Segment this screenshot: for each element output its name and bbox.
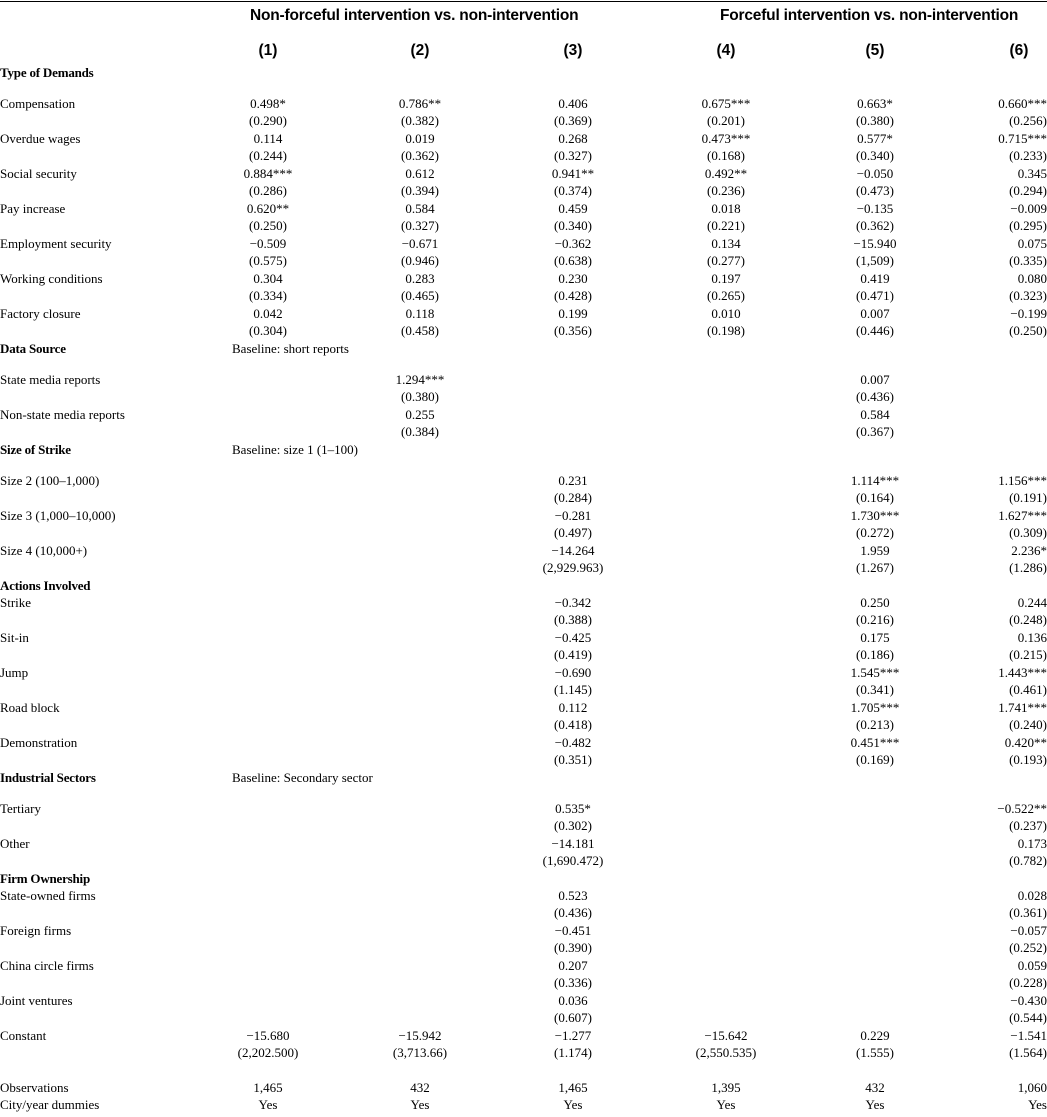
cell-col-2: −0.671 — [401, 236, 439, 251]
cell-col-2: (0.946) — [401, 253, 439, 268]
table-row — [0, 543, 1047, 559]
table-row — [0, 630, 1047, 646]
cell-col-5: 0.007 — [860, 372, 890, 387]
row-label: Jump — [0, 665, 29, 680]
cell-col-3: −0.451 — [554, 923, 592, 938]
row-label: Foreign firms — [0, 923, 72, 938]
cell-col-4: (0.198) — [707, 323, 745, 338]
standard-error-row — [0, 183, 1047, 199]
cell-col-6: (0.544) — [1009, 1010, 1047, 1025]
cell-col-6: 0.075 — [1017, 236, 1047, 251]
cell-col-2: (3,713.66) — [392, 1045, 448, 1060]
cell-col-4: (0.168) — [707, 148, 745, 163]
table-row — [0, 958, 1047, 974]
cell-col-6: (0.237) — [1009, 818, 1047, 833]
standard-error-row — [0, 818, 1047, 834]
cell-col-3: 0.523 — [558, 888, 588, 903]
cell-col-3: (0.340) — [554, 218, 592, 233]
cell-col-1: 0.042 — [253, 306, 283, 321]
cell-col-6: (0.252) — [1009, 940, 1047, 955]
cell-col-6: 0.420** — [1004, 735, 1047, 750]
cell-col-1: (0.334) — [249, 288, 287, 303]
standard-error-row — [0, 525, 1047, 541]
cell-col-3: (0.418) — [554, 717, 592, 732]
cell-col-2: 0.118 — [405, 306, 435, 321]
standard-error-row — [0, 148, 1047, 164]
cell-col-3: (0.638) — [554, 253, 592, 268]
section-title: Industrial Sectors — [0, 770, 96, 785]
cell-col-5: 0.175 — [860, 630, 890, 645]
table-row — [0, 993, 1047, 1009]
cell-col-4: (0.236) — [707, 183, 745, 198]
cell-col-3: (0.336) — [554, 975, 592, 990]
baseline-note: Baseline: Secondary sector — [232, 770, 373, 785]
section-title: Firm Ownership — [0, 871, 91, 886]
standard-error-row — [0, 253, 1047, 269]
cell-col-6: −0.522** — [997, 801, 1047, 816]
standard-error-row — [0, 682, 1047, 698]
row-label: State-owned firms — [0, 888, 96, 903]
standard-error-row — [0, 490, 1047, 506]
cell-col-3: 0.406 — [558, 96, 588, 111]
row-label: Joint ventures — [0, 993, 73, 1008]
row-label: Pay increase — [0, 201, 66, 216]
cell-col-3: (0.356) — [554, 323, 592, 338]
cell-col-4: 0.018 — [711, 201, 741, 216]
row-label: Social security — [0, 166, 77, 181]
cell-col-5: (0.186) — [856, 647, 894, 662]
cell-col-6: 0.660*** — [998, 96, 1047, 111]
cell-col-5: −15.940 — [853, 236, 897, 251]
cell-col-1: (0.290) — [249, 113, 287, 128]
cell-col-5: 1.545*** — [850, 665, 900, 680]
table-row — [0, 735, 1047, 751]
cell-col-2: (0.327) — [401, 218, 439, 233]
cell-col-1: 0.884*** — [243, 166, 293, 181]
cell-col-6: (0.295) — [1009, 218, 1047, 233]
cell-col-3: −0.690 — [554, 665, 592, 680]
row-label: Other — [0, 836, 30, 851]
cell-col-5: 0.419 — [860, 271, 890, 286]
column-header-3: (3) — [563, 42, 583, 59]
cell-col-6: 0.173 — [1017, 836, 1047, 851]
cell-col-4: 0.675*** — [701, 96, 751, 111]
table-row — [0, 372, 1047, 388]
column-header-5: (5) — [865, 42, 885, 59]
cell-col-5: (1.555) — [856, 1045, 894, 1060]
table-row — [0, 407, 1047, 423]
cell-col-2: 0.255 — [405, 407, 435, 422]
column-header-6: (6) — [1009, 42, 1029, 59]
cell-col-3: 0.941** — [551, 166, 595, 181]
cell-col-2: (0.465) — [401, 288, 439, 303]
cell-col-1: 1,465 — [253, 1080, 283, 1095]
cell-col-1: 0.498* — [250, 96, 286, 111]
cell-col-1: (2,202.500) — [237, 1045, 299, 1060]
cell-col-3: Yes — [563, 1097, 583, 1112]
cell-col-6: (0.191) — [1009, 490, 1047, 505]
standard-error-row — [0, 1010, 1047, 1026]
row-label: Demonstration — [0, 735, 78, 750]
row-label: City/year dummies — [0, 1097, 100, 1112]
section-header-row — [0, 442, 1047, 458]
cell-col-6: 0.244 — [1017, 595, 1047, 610]
cell-col-5: 1.114*** — [850, 473, 900, 488]
table-row — [0, 1080, 1047, 1096]
standard-error-row — [0, 389, 1047, 405]
cell-col-5: 0.584 — [860, 407, 890, 422]
cell-col-4: 1,395 — [711, 1080, 741, 1095]
cell-col-3: (0.351) — [554, 752, 592, 767]
cell-col-3: (0.369) — [554, 113, 592, 128]
section-title: Actions Involved — [0, 578, 91, 593]
cell-col-3: (0.284) — [554, 490, 592, 505]
group-header-non-forceful: Non-forceful intervention vs. non-intervention — [250, 7, 579, 24]
table-row — [0, 1097, 1047, 1113]
cell-col-4: 0.134 — [711, 236, 741, 251]
table-row — [0, 166, 1047, 182]
cell-col-6: (0.256) — [1009, 113, 1047, 128]
cell-col-3: (0.428) — [554, 288, 592, 303]
cell-col-2: (0.382) — [401, 113, 439, 128]
cell-col-6: 0.080 — [1017, 271, 1047, 286]
section-header-row — [0, 578, 1047, 594]
cell-col-6: 2.236* — [1011, 543, 1047, 558]
cell-col-3: −1.277 — [554, 1028, 592, 1043]
section-header-row — [0, 341, 1047, 357]
cell-col-3: (1,690.472) — [542, 853, 604, 868]
cell-col-2: 432 — [410, 1080, 430, 1095]
cell-col-4: −15.642 — [704, 1028, 748, 1043]
cell-col-5: (0.213) — [856, 717, 894, 732]
cell-col-4: 0.197 — [711, 271, 741, 286]
cell-col-1: −0.509 — [249, 236, 287, 251]
standard-error-row — [0, 323, 1047, 339]
cell-col-3: 0.112 — [558, 700, 588, 715]
cell-col-3: 0.459 — [558, 201, 588, 216]
cell-col-2: (0.362) — [401, 148, 439, 163]
standard-error-row — [0, 612, 1047, 628]
cell-col-3: −0.425 — [554, 630, 592, 645]
cell-col-1: (0.250) — [249, 218, 287, 233]
cell-col-6: 1.627*** — [998, 508, 1047, 523]
standard-error-row — [0, 218, 1047, 234]
cell-col-5: 0.250 — [860, 595, 890, 610]
column-header-2: (2) — [410, 42, 430, 59]
cell-col-5: (0.446) — [856, 323, 894, 338]
cell-col-6: (0.309) — [1009, 525, 1047, 540]
cell-col-6: 0.345 — [1017, 166, 1047, 181]
table-row — [0, 271, 1047, 287]
cell-col-3: 0.036 — [558, 993, 588, 1008]
table-row — [0, 836, 1047, 852]
table-row — [0, 1028, 1047, 1044]
cell-col-6: (0.240) — [1009, 717, 1047, 732]
standard-error-row — [0, 1045, 1047, 1061]
cell-col-3: −14.181 — [551, 836, 595, 851]
cell-col-6: (0.323) — [1009, 288, 1047, 303]
row-label: Constant — [0, 1028, 47, 1043]
cell-col-5: 1.730*** — [850, 508, 900, 523]
cell-col-5: (0.164) — [856, 490, 894, 505]
cell-col-6: −0.057 — [1010, 923, 1047, 938]
cell-col-5: (0.367) — [856, 424, 894, 439]
standard-error-row — [0, 717, 1047, 733]
cell-col-2: 0.283 — [405, 271, 435, 286]
cell-col-5: (0.169) — [856, 752, 894, 767]
cell-col-3: −0.342 — [554, 595, 592, 610]
row-label: Strike — [0, 595, 32, 610]
cell-col-6: −1.541 — [1010, 1028, 1047, 1043]
cell-col-2: Yes — [410, 1097, 430, 1112]
cell-col-4: 0.010 — [711, 306, 741, 321]
table-row — [0, 131, 1047, 147]
cell-col-3: −0.482 — [554, 735, 592, 750]
cell-col-6: −0.009 — [1010, 201, 1047, 216]
cell-col-5: −0.135 — [856, 201, 894, 216]
cell-col-3: −0.281 — [554, 508, 592, 523]
cell-col-3: (0.390) — [554, 940, 592, 955]
cell-col-3: (0.607) — [554, 1010, 592, 1025]
row-label: Size 4 (10,000+) — [0, 543, 88, 558]
row-label: Tertiary — [0, 801, 41, 816]
cell-col-4: (0.277) — [707, 253, 745, 268]
cell-col-5: (0.341) — [856, 682, 894, 697]
table-row — [0, 665, 1047, 681]
standard-error-row — [0, 752, 1047, 768]
cell-col-6: (0.250) — [1009, 323, 1047, 338]
cell-col-2: −15.942 — [398, 1028, 442, 1043]
table-row — [0, 595, 1047, 611]
row-label: Employment security — [0, 236, 112, 251]
cell-col-5: (0.380) — [856, 113, 894, 128]
cell-col-1: (0.304) — [249, 323, 287, 338]
cell-col-6: (0.248) — [1009, 612, 1047, 627]
standard-error-row — [0, 424, 1047, 440]
cell-col-3: 0.230 — [558, 271, 588, 286]
column-header-4: (4) — [716, 42, 736, 59]
cell-col-5: −0.050 — [856, 166, 894, 181]
row-label: Size 3 (1,000–10,000) — [0, 508, 116, 523]
cell-col-6: 0.136 — [1017, 630, 1047, 645]
cell-col-6: 1.156*** — [998, 473, 1047, 488]
cell-col-3: (1.174) — [554, 1045, 592, 1060]
cell-col-4: (2,550.535) — [695, 1045, 757, 1060]
cell-col-5: Yes — [865, 1097, 885, 1112]
row-label: Compensation — [0, 96, 76, 111]
table-row — [0, 888, 1047, 904]
cell-col-3: 0.268 — [558, 131, 588, 146]
cell-col-3: (2,929.963) — [542, 560, 604, 575]
standard-error-row — [0, 560, 1047, 576]
cell-col-5: (1.267) — [856, 560, 894, 575]
cell-col-2: (0.380) — [401, 389, 439, 404]
cell-col-5: 0.663* — [857, 96, 893, 111]
table-row — [0, 473, 1047, 489]
cell-col-5: (0.340) — [856, 148, 894, 163]
cell-col-5: 0.007 — [860, 306, 890, 321]
cell-col-4: 0.492** — [704, 166, 748, 181]
cell-col-2: 0.786** — [398, 96, 442, 111]
cell-col-6: (1.286) — [1009, 560, 1047, 575]
baseline-note: Baseline: size 1 (1–100) — [232, 442, 358, 457]
cell-col-1: (0.244) — [249, 148, 287, 163]
cell-col-5: (0.362) — [856, 218, 894, 233]
cell-col-6: 1.443*** — [998, 665, 1047, 680]
section-title: Size of Strike — [0, 442, 71, 457]
cell-col-6: (1.564) — [1009, 1045, 1047, 1060]
cell-col-4: (0.221) — [707, 218, 745, 233]
cell-col-5: 0.577* — [857, 131, 893, 146]
cell-col-6: (0.361) — [1009, 905, 1047, 920]
cell-col-3: (0.419) — [554, 647, 592, 662]
section-header-row — [0, 65, 1047, 81]
standard-error-row — [0, 975, 1047, 991]
table-row — [0, 306, 1047, 322]
cell-col-6: Yes — [1028, 1097, 1047, 1112]
cell-col-6: (0.215) — [1009, 647, 1047, 662]
cell-col-3: −14.264 — [551, 543, 595, 558]
row-label: Non-state media reports — [0, 407, 125, 422]
cell-col-5: (0.216) — [856, 612, 894, 627]
cell-col-6: 0.028 — [1017, 888, 1047, 903]
cell-col-6: (0.294) — [1009, 183, 1047, 198]
row-label: China circle firms — [0, 958, 94, 973]
row-label: Road block — [0, 700, 60, 715]
table-row — [0, 801, 1047, 817]
cell-col-1: 0.114 — [253, 131, 283, 146]
cell-col-2: (0.458) — [401, 323, 439, 338]
cell-col-3: (0.436) — [554, 905, 592, 920]
cell-col-2: 0.612 — [405, 166, 435, 181]
cell-col-5: (0.272) — [856, 525, 894, 540]
cell-col-5: 1.705*** — [850, 700, 900, 715]
table-row — [0, 923, 1047, 939]
cell-col-6: −0.199 — [1010, 306, 1047, 321]
baseline-note: Baseline: short reports — [232, 341, 349, 356]
cell-col-3: (0.302) — [554, 818, 592, 833]
cell-col-3: (0.388) — [554, 612, 592, 627]
cell-col-3: 0.199 — [558, 306, 588, 321]
cell-col-6: (0.233) — [1009, 148, 1047, 163]
cell-col-3: −0.362 — [554, 236, 592, 251]
cell-col-4: (0.201) — [707, 113, 745, 128]
cell-col-6: 1.741*** — [998, 700, 1047, 715]
section-header-row — [0, 770, 1047, 786]
section-title: Type of Demands — [0, 65, 94, 80]
cell-col-3: (1.145) — [554, 682, 592, 697]
cell-col-5: (0.471) — [856, 288, 894, 303]
standard-error-row — [0, 288, 1047, 304]
cell-col-5: (1,509) — [856, 253, 894, 268]
cell-col-6: 1,060 — [1017, 1080, 1047, 1095]
table-row — [0, 700, 1047, 716]
cell-col-2: 1.294*** — [395, 372, 445, 387]
section-header-row — [0, 871, 1047, 887]
cell-col-3: (0.497) — [554, 525, 592, 540]
cell-col-6: (0.193) — [1009, 752, 1047, 767]
cell-col-2: (0.394) — [401, 183, 439, 198]
table-row — [0, 96, 1047, 112]
standard-error-row — [0, 905, 1047, 921]
cell-col-5: 1.959 — [860, 543, 890, 558]
standard-error-row — [0, 647, 1047, 663]
cell-col-5: 0.451*** — [850, 735, 900, 750]
row-label: Size 2 (100–1,000) — [0, 473, 100, 488]
section-title: Data Source — [0, 341, 66, 356]
cell-col-1: (0.575) — [249, 253, 287, 268]
cell-col-4: Yes — [716, 1097, 736, 1112]
cell-col-3: 1,465 — [558, 1080, 588, 1095]
cell-col-4: (0.265) — [707, 288, 745, 303]
cell-col-3: 0.535* — [555, 801, 591, 816]
cell-col-6: 0.715*** — [998, 131, 1047, 146]
cell-col-3: (0.374) — [554, 183, 592, 198]
cell-col-4: 0.473*** — [701, 131, 751, 146]
cell-col-5: 0.229 — [860, 1028, 890, 1043]
row-label: Sit-in — [0, 630, 29, 645]
row-label: Working conditions — [0, 271, 103, 286]
cell-col-2: 0.019 — [405, 131, 435, 146]
cell-col-2: 0.584 — [405, 201, 435, 216]
row-label: Factory closure — [0, 306, 81, 321]
standard-error-row — [0, 853, 1047, 869]
standard-error-row — [0, 940, 1047, 956]
cell-col-5: (0.473) — [856, 183, 894, 198]
standard-error-row — [0, 113, 1047, 129]
cell-col-1: Yes — [258, 1097, 278, 1112]
cell-col-6: −0.430 — [1010, 993, 1047, 1008]
cell-col-6: (0.782) — [1009, 853, 1047, 868]
cell-col-5: (0.436) — [856, 389, 894, 404]
cell-col-3: 0.231 — [558, 473, 588, 488]
cell-col-1: 0.304 — [253, 271, 283, 286]
cell-col-2: (0.384) — [401, 424, 439, 439]
cell-col-6: (0.335) — [1009, 253, 1047, 268]
cell-col-1: (0.286) — [249, 183, 287, 198]
table-row — [0, 508, 1047, 524]
cell-col-1: −15.680 — [246, 1028, 290, 1043]
table-row — [0, 236, 1047, 252]
group-header-forceful: Forceful intervention vs. non-intervention — [720, 7, 1019, 24]
cell-col-6: (0.228) — [1009, 975, 1047, 990]
cell-col-1: 0.620** — [246, 201, 290, 216]
cell-col-3: 0.207 — [558, 958, 588, 973]
cell-col-6: (0.461) — [1009, 682, 1047, 697]
row-label: Overdue wages — [0, 131, 81, 146]
table-row — [0, 201, 1047, 217]
cell-col-6: 0.059 — [1017, 958, 1047, 973]
row-label: Observations — [0, 1080, 69, 1095]
cell-col-3: (0.327) — [554, 148, 592, 163]
row-label: State media reports — [0, 372, 101, 387]
column-header-1: (1) — [258, 42, 278, 59]
cell-col-5: 432 — [865, 1080, 885, 1095]
